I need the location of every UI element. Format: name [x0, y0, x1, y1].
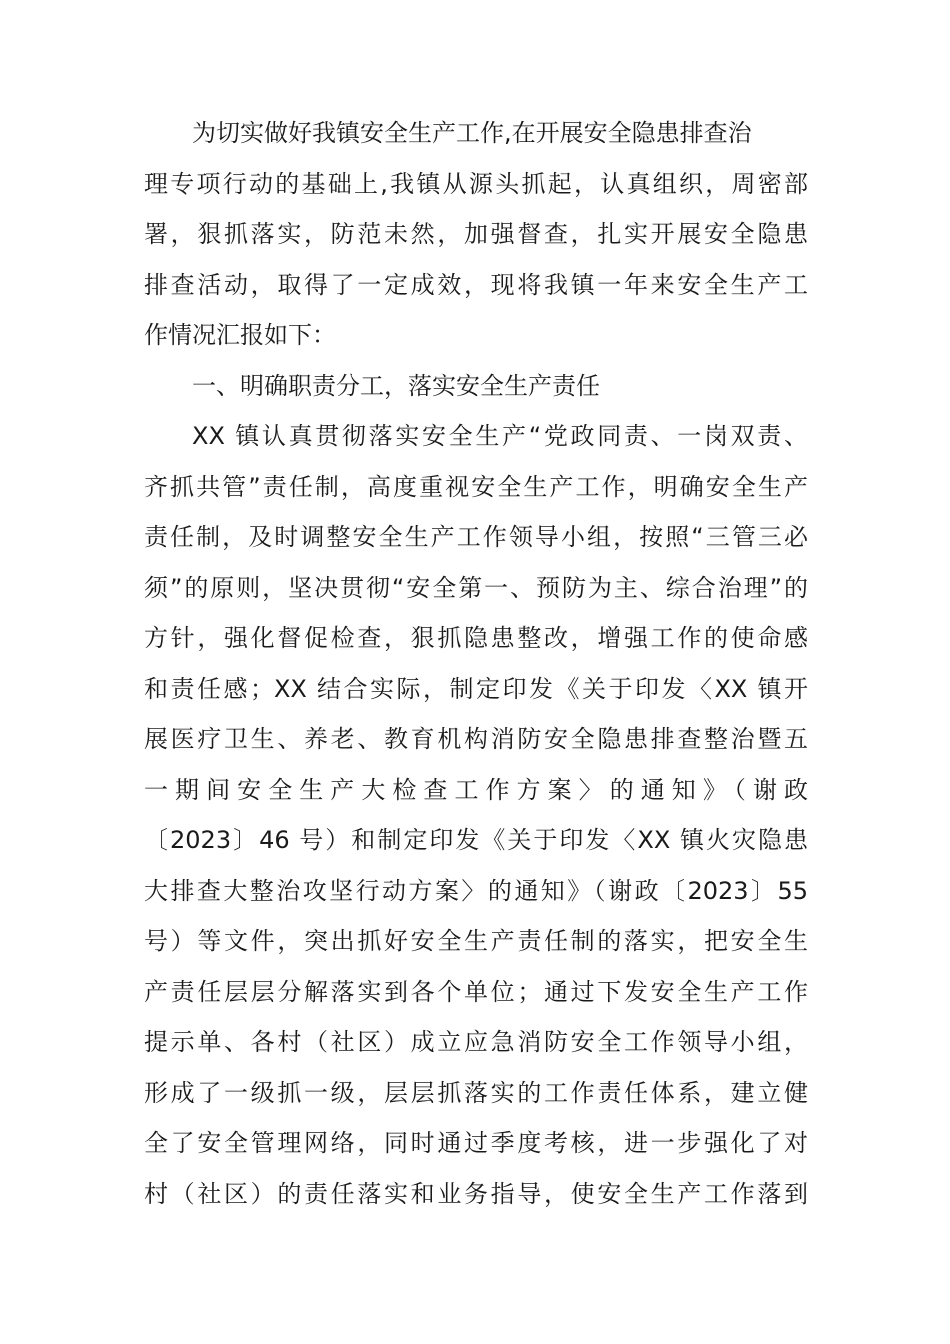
paragraph-section1-line-13: 提示单、各村（社区）成立应急消防安全工作领导小组， — [144, 1028, 808, 1056]
paragraph-intro-line-1: 为切实做好我镇安全生产工作,在开展安全隐患排查治 — [192, 119, 752, 147]
section-heading-1: 一、明确职责分工，落实安全生产责任 — [192, 371, 600, 400]
paragraph-intro-line-3: 署，狠抓落实，防范未然，加强督查，扎实开展安全隐患 — [144, 220, 808, 248]
paragraph-section1-line-3: 责任制，及时调整安全生产工作领导小组，按照“三管三必 — [144, 523, 808, 551]
paragraph-section1-line-2: 齐抓共管”责任制，高度重视安全生产工作，明确安全生产 — [144, 472, 808, 501]
document-body — [144, 108, 808, 1219]
paragraph-section1-line-15: 全了安全管理网络，同时通过季度考核，进一步强化了对 — [144, 1129, 808, 1157]
paragraph-intro-line-5: 作情况汇报如下： — [144, 321, 336, 349]
paragraph-section1-line-14: 形成了一级抓一级，层层抓落实的工作责任体系，建立健 — [144, 1078, 808, 1107]
paragraph-section1-line-12: 产责任层层分解落实到各个单位；通过下发安全生产工作 — [144, 977, 808, 1006]
paragraph-section1-line-8: 一期间安全生产大检查工作方案〉的通知》（谢政 — [144, 775, 808, 804]
paragraph-section1-line-1: XX 镇认真贯彻落实安全生产“党政同责、一岗双责、 — [192, 422, 808, 450]
paragraph-section1-line-11: 号）等文件，突出抓好安全生产责任制的落实，把安全生 — [144, 927, 808, 955]
paragraph-section1-line-6: 和责任感；XX 结合实际，制定印发《关于印发〈XX 镇开 — [144, 674, 808, 703]
paragraph-section1-line-10: 大排查大整治攻坚行动方案〉的通知》（谢政〔2023〕55 — [144, 876, 808, 905]
paragraph-section1-line-4: 须”的原则，坚决贯彻“安全第一、预防为主、综合治理”的 — [144, 573, 808, 602]
paragraph-intro-line-4: 排查活动，取得了一定成效，现将我镇一年来安全生产工 — [144, 270, 808, 299]
paragraph-section1-line-7: 展医疗卫生、养老、教育机构消防安全隐患排查整治暨五 — [144, 725, 808, 753]
paragraph-section1-line-9: 〔2023〕46 号）和制定印发《关于印发〈XX 镇火灾隐患 — [144, 826, 808, 854]
paragraph-section1-line-5: 方针，强化督促检查，狠抓隐患整改，增强工作的使命感 — [144, 624, 808, 652]
paragraph-intro-line-2: 理专项行动的基础上,我镇从源头抓起，认真组织，周密部 — [144, 169, 808, 198]
paragraph-section1-line-16: 村（社区）的责任落实和业务指导，使安全生产工作落到 — [144, 1179, 808, 1208]
